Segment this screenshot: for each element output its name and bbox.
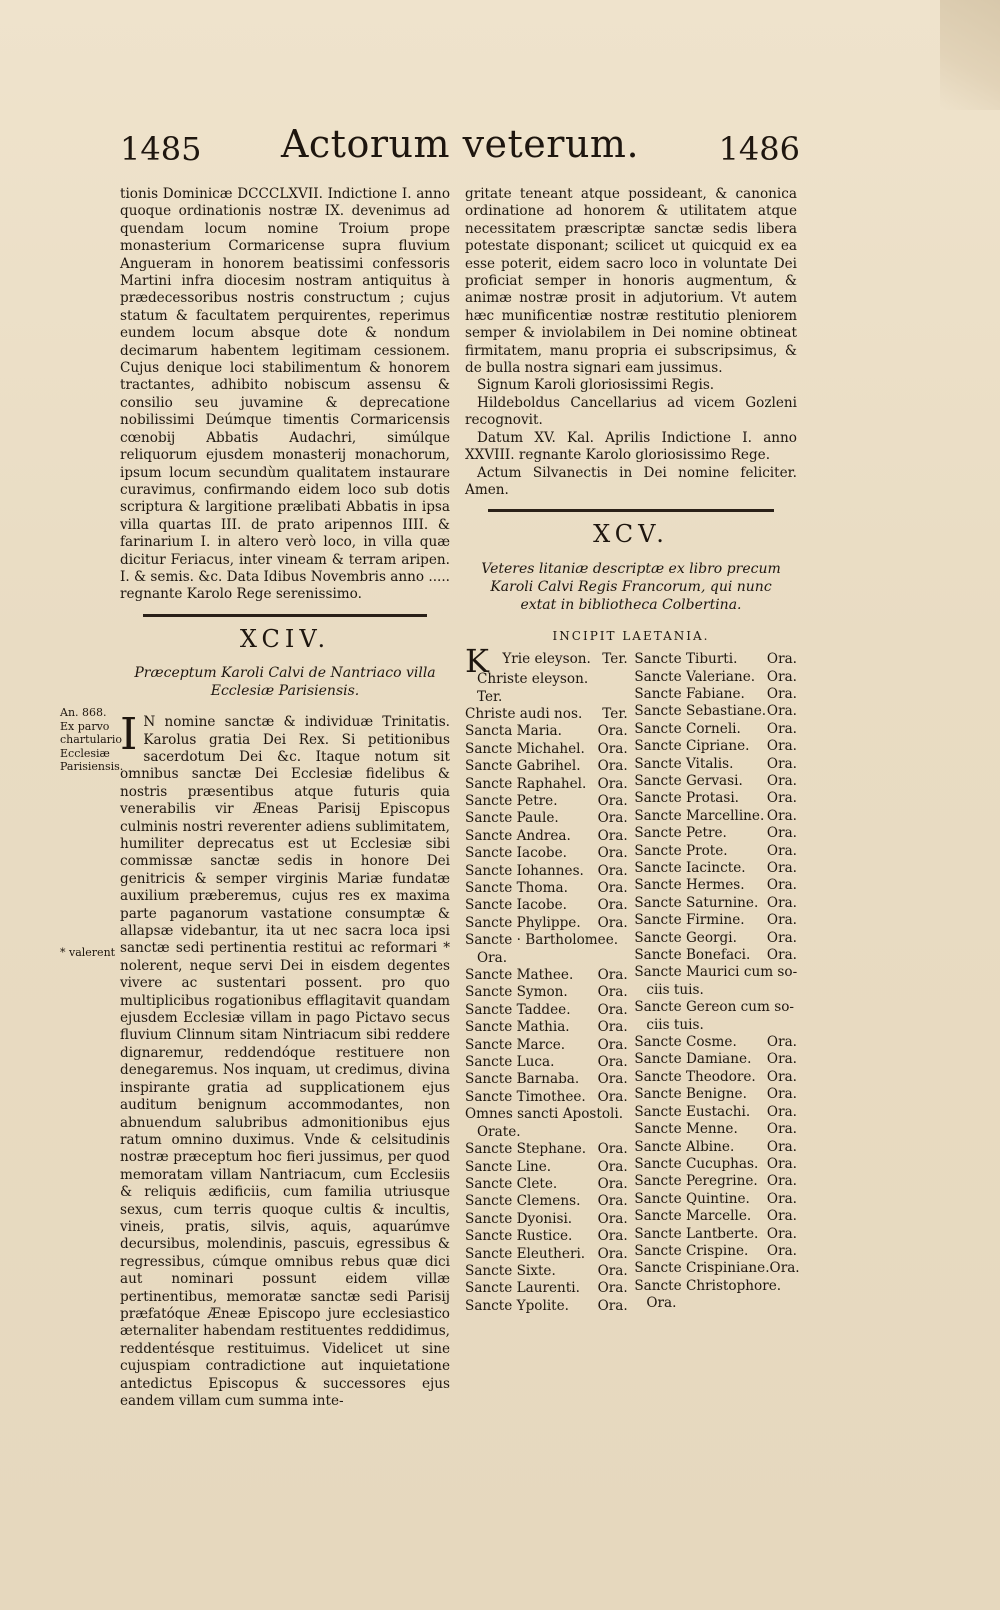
litany-row: [634, 1086, 797, 1103]
litany-response: Ora.: [597, 1036, 628, 1053]
right-column: [465, 186, 800, 1315]
litany-row: [634, 738, 797, 755]
litany-response: Ora.: [597, 1001, 628, 1018]
litany-response: Ora.: [597, 967, 628, 984]
litany-invocation: Sancte Bonefaci.: [634, 947, 751, 964]
litany-row: [634, 703, 797, 720]
litany-invocation: Sancte Protasi.: [634, 790, 739, 807]
litany-response: Ora.: [597, 1088, 628, 1105]
litany-response: Ora.: [766, 1103, 797, 1120]
litany-row: [634, 999, 797, 1016]
litany-response: Ora.: [766, 703, 797, 720]
litany-row: [634, 808, 797, 825]
litany-invocation: Sancte Maurici cum so-: [634, 964, 798, 981]
litany-row: [465, 1106, 628, 1123]
litany-invocation: Ora.: [477, 949, 508, 966]
litany-invocation: Sancte Prote.: [634, 842, 728, 859]
page-header: [120, 122, 800, 174]
litany-invocation: Sancte Christophore.: [634, 1277, 782, 1294]
litany-row: [465, 1002, 628, 1019]
litany-row: [465, 1141, 628, 1158]
litany-invocation: Sancte Marcelle.: [634, 1208, 752, 1225]
litany-response: Ora.: [597, 1280, 628, 1297]
litany-row: [634, 790, 797, 807]
litany-invocation: Sancte Petre.: [634, 825, 727, 842]
litany-invocation: Sancte Peregrine.: [634, 1173, 758, 1190]
litany-invocation: Sancte Fabiane.: [634, 685, 745, 702]
litany-invocation: Sancte Quintine.: [634, 1190, 750, 1207]
litany-invocation: Sancte Eustachi.: [634, 1103, 751, 1120]
section-divider: [143, 614, 427, 617]
litany-row: [465, 1159, 628, 1176]
litany-table: [465, 642, 800, 1315]
litany-row: [465, 1280, 628, 1297]
litany-row: [634, 1260, 800, 1277]
continued-charter-text: tionis Dominicæ DCCCLXVII. Indictione I. anno quoque ordinationis nostræ IX. devenimus ad quendam locum nomine Troium prope monasterium Cormaricense supra fluvium Angueram in honorem beatissimi confessoris Martini infra diocesim nostram antiquitus à prædecessoribus nostris constructum ; cujus statum & facultatem perquirentes, reperimus eundem locum absque dote & nondum decimarum habentem legitimam cessionem. Cujus denique loci stabilimentum & honorem tractantes, adhibito nobiscum assensu & consilio seu juvamine & deprecatione nobilissimi Deúmque timentis Cormaricensis cœnobij Abbatis Audachri, simúlque reliquorum ejusdem monasterij monachorum, ipsum locum secundùm qualitatem instaurare curavimus, confirmando eidem loco sub dotis scriptura & largitione prælibati Abbatis in ipsa villa quartas III. de prato aripennos IIII. & farinarium I. in altero verò loco, in villa quæ dicitur Feriacus, inter vineam & terram aripen. I. & semis. &c. Data Idibus Novembris anno ..... regnante Karolo Rege serenissimo.: [120, 186, 450, 603]
litany-response: Ter.: [602, 705, 628, 722]
litany-response: Ora.: [766, 1034, 797, 1051]
datum-line: Datum XV. Kal. Aprilis Indictione I. anno XXVIII. regnante Karolo gloriosissimo Rege.: [465, 429, 797, 464]
litany-response: Ora.: [766, 1051, 797, 1068]
litany-response: Ora.: [766, 929, 797, 946]
litany-invocation: Sancte Sebastiane.: [634, 703, 767, 720]
litany-invocation: Sancte Tiburti.: [634, 651, 738, 668]
litany-row: [634, 1156, 797, 1173]
litany-response: Ora.: [766, 807, 797, 824]
litany-row: [634, 982, 797, 999]
litany-invocation: Sancte Iohannes.: [465, 862, 584, 879]
litany-invocation: Sancte Timothee.: [465, 1088, 586, 1105]
litany-row: [634, 964, 797, 981]
litany-response: Ora.: [597, 1262, 628, 1279]
litany-row: [634, 1243, 797, 1260]
litany-row: [634, 1295, 797, 1312]
litany-response: Ora.: [766, 912, 797, 929]
litany-invocation: Sancte Phylippe.: [465, 914, 581, 931]
margin-note-source: An. 868. Ex parvo chartulario Ecclesiæ Parisiensis.: [60, 706, 124, 773]
litany-invocation: Sancte Crispine.: [634, 1242, 749, 1259]
litany-invocation: Sancte Vitalis.: [634, 755, 734, 772]
litany-invocation: Sancte Symon.: [465, 984, 568, 1001]
litany-invocation: Sancte · Bartholomee.: [465, 932, 619, 949]
litany-row: [634, 860, 797, 877]
litany-response: Ora.: [597, 1019, 628, 1036]
litany-invocation: Sancte Raphahel.: [465, 775, 587, 792]
litany-row: [465, 1089, 628, 1106]
litany-invocation: ciis tuis.: [646, 1016, 704, 1033]
litany-row: [465, 1193, 628, 1210]
litany-row: [634, 930, 797, 947]
section-title-xcv: Veteres litaniæ descriptæ ex libro precum Karoli Calvi Regis Francorum, qui nunc extat in bibliotheca Colbertina.: [481, 560, 781, 613]
charter-body: N nomine sanctæ & individuæ Trinitatis. Karolus gratia Dei Rex. Si petitionibus sacerdotum Dei &c. Itaque notum sit omnibus sanctæ Dei Ecclesiæ fidelibus & nostris præsentibus atque futuris quia venerabilis vir Æneas Parisij Episcopus culminis nostri reverenter adiens sublimitatem, humiliter deprecatus est ut Ecclesiæ sibi commissæ sanctæ sedis in honore Dei genitricis & semper virginis Mariæ fundatæ auxilium præberemus, cujus res ex maxima parte paganorum vastatione consumptæ & allapsæ videbantur, ita ut nec sacra loca ipsi sanctæ sedi pertinentia restitui ac reformari * nolerent, neque servi Dei in eisdem degentes vivere ac sustentari possent. pro quo multiplicibus rogationibus efflagitavit quandam ejusdem Ecclesiæ villam in pago Pictavo secus fluvium Clinnum sitam Nintriacum sibi reddere dignaremur, reddendóque restituere non denegaremus. Nos inquam, ut credimus, divina inspirante gratia ad supplicationem ejus auditum benignum accommodantes, non abnuendum salubribus admonitionibus ejus ratum omnino duximus. Vnde & celsitudinis nostræ præceptum hoc fieri jussimus, per quod memoratam villam Nantriacum, cum Ecclesiis & reliquis ædificiis, cum familia utriusque sexus, cum terris quoque cultis & incultis, vineis, pratis, silvis, aquis, aquarúmve decursibus, molendinis, pascuis, egressibus & regressibus, cúmque omnibus rebus quæ dici aut nominari possunt eidem villæ pertinentibus, memoratæ sanctæ sedi Parisij præfatóque Æneæ Episcopo jure ecclesiastico æternaliter habendam restituentes reddidimus, reddentésque restituimus. Videlicet ut sine cujuspiam contradictione aut inquietatione antedictus Episcopus & successores ejus eandem villam cum summa inte-: [120, 714, 450, 1409]
litany-response: Ora.: [766, 685, 797, 702]
litany-invocation: Sancte Albine.: [634, 1138, 735, 1155]
litany-response: Ora.: [597, 1054, 628, 1071]
litany-response: Ora.: [766, 1173, 797, 1190]
litany-invocation: Sancte Gervasi.: [634, 772, 743, 789]
litany-invocation: Sancte Lantberte.: [634, 1225, 759, 1242]
litany-invocation: Sancte Laurenti.: [465, 1280, 580, 1297]
litany-row: [465, 706, 628, 723]
litany-invocation: Sancte Andrea.: [465, 827, 571, 844]
litany-invocation: Sancte Rustice.: [465, 1228, 573, 1245]
litany-invocation: Sancte Clemens.: [465, 1193, 581, 1210]
litany-response: Ora.: [597, 1297, 628, 1314]
litany-response: Ora.: [766, 1086, 797, 1103]
litany-response: Ora.: [766, 720, 797, 737]
litany-invocation: Ora.: [646, 1295, 677, 1312]
litany-response: Ora.: [597, 862, 628, 879]
litany-invocation: Sancte Valeriane.: [634, 668, 756, 685]
litany-invocation: Sancte Luca.: [465, 1054, 555, 1071]
litany-invocation: Sancte Marce.: [465, 1036, 566, 1053]
litany-response: Ora.: [597, 723, 628, 740]
section-number-xciv: XCIV.: [239, 624, 331, 653]
running-title: Actorum veterum.: [280, 122, 640, 166]
litany-response: Ora.: [766, 947, 797, 964]
litany-response: Ora.: [766, 1242, 797, 1259]
litany-invocation: Orate.: [477, 1123, 521, 1140]
litany-invocation: Sancte Taddee.: [465, 1001, 571, 1018]
litany-row: [465, 741, 628, 758]
litany-row: [465, 1228, 628, 1245]
signum-line: Signum Karoli gloriosissimi Regis.: [477, 377, 715, 394]
litany-row: [634, 895, 797, 912]
litany-row: [465, 758, 628, 775]
litany-invocation: Sancte Paule.: [465, 810, 559, 827]
litany-invocation: Sancte Mathee.: [465, 967, 574, 984]
litany-row: [465, 932, 628, 949]
litany-response: Ora.: [769, 1260, 800, 1277]
litany-response: Ora.: [597, 1158, 628, 1175]
litany-invocation: Ter.: [477, 688, 503, 705]
litany-row: [465, 845, 628, 862]
litany-invocation: Christe eleyson.: [477, 671, 589, 688]
litany-row: [634, 843, 797, 860]
litany-invocation: Sancte Iacobe.: [465, 897, 567, 914]
litany-response: Ora.: [597, 1228, 628, 1245]
chancellor-line: Hildeboldus Cancellarius ad vicem Gozleni recognovit.: [465, 394, 797, 429]
litany-row: [465, 967, 628, 984]
litany-response: Ora.: [597, 897, 628, 914]
litany-invocation: Sancte Line.: [465, 1158, 552, 1175]
litany-invocation: Sancte Hermes.: [634, 877, 745, 894]
litany-response: Ora.: [597, 792, 628, 809]
actum-line: Actum Silvanectis in Dei nomine feliciter. Amen.: [465, 464, 797, 498]
litany-response: Ora.: [597, 984, 628, 1001]
litany-response: Ora.: [597, 827, 628, 844]
litany-row: [634, 1017, 797, 1034]
litany-response: Ora.: [766, 668, 797, 685]
litany-response: Ora.: [766, 772, 797, 789]
litany-row: [634, 1069, 797, 1086]
litany-row: [634, 912, 797, 929]
litany-row: [634, 825, 797, 842]
litany-invocation: Sancte Gabrihel.: [465, 758, 581, 775]
litany-invocation: Sancte Ypolite.: [465, 1297, 569, 1314]
litany-row: [465, 1124, 628, 1141]
left-column: [120, 186, 450, 1410]
page-corner-fold: [940, 0, 1000, 110]
litany-row: [634, 1104, 797, 1121]
litany-response: Ter.: [602, 651, 628, 668]
litany-invocation: Yrie eleyson.: [502, 651, 591, 668]
litany-response: Ora.: [597, 775, 628, 792]
litany-invocation: Sancte Iacobe.: [465, 845, 567, 862]
litany-invocation: Sancte Mathia.: [465, 1019, 570, 1036]
litany-drop-capital: K: [465, 642, 489, 681]
litany-row: [634, 1139, 797, 1156]
litany-invocation: Sancte Clete.: [465, 1175, 558, 1192]
litany-response: Ora.: [597, 914, 628, 931]
litany-row: [465, 915, 628, 932]
litany-invocation: Sancte Cipriane.: [634, 738, 750, 755]
litany-response: Ora.: [766, 651, 797, 668]
litany-row: [465, 984, 628, 1001]
litany-invocation: Sancte Barnaba.: [465, 1071, 580, 1088]
litany-row: [634, 1208, 797, 1225]
litany-invocation: Sancte Firmine.: [634, 912, 745, 929]
litany-response: Ora.: [766, 894, 797, 911]
litany-invocation: Sancte Cucuphas.: [634, 1155, 759, 1172]
page-number-left: 1485: [120, 130, 202, 168]
litany-invocation: Sancte Eleutheri.: [465, 1245, 586, 1262]
continued-charter-text-right: gritate teneant atque possideant, & canonica ordinatione ad honorem & utilitatem atque necessitatem præscriptæ sanctæ sedis libera potestate disponant; scilicet ut quicquid ex ea esse poterit, eidem sacro loco in voluntate Dei proficiat semper in honoris augmentum, & animæ nostræ prosit in adjutorium. Vt autem hæc munificentiæ nostræ restitutio pleniorem semper & inviolabilem in Dei nomine obtineat firmitatem, manu propria ei subscripsimus, & de bulla nostra signari eam jussimus.: [465, 186, 797, 377]
litany-invocation: Sancte Crispiniane.: [634, 1260, 770, 1277]
litany-row: [634, 669, 797, 686]
litany-row: [465, 880, 628, 897]
litany-row: [465, 1019, 628, 1036]
litany-row: [465, 1211, 628, 1228]
litany-response: Ora.: [766, 860, 797, 876]
litany-row: [465, 723, 628, 740]
litany-row: [465, 1246, 628, 1263]
litany-response: Ora.: [597, 1141, 628, 1158]
litany-response: Ora.: [766, 825, 797, 842]
litany-invocation: Sancta Maria.: [465, 723, 562, 740]
charter-body-text: [120, 709, 450, 1410]
litany-row: [634, 1191, 797, 1208]
litany-invocation: Sancte Gereon cum so-: [634, 999, 794, 1016]
litany-row: [634, 947, 797, 964]
subscriptions: [465, 377, 797, 499]
litany-row: [634, 1051, 797, 1068]
litany-response: Ora.: [597, 880, 628, 896]
litany-invocation: Sancte Menne.: [634, 1121, 738, 1138]
section-title-xciv: Præceptum Karoli Calvi de Nantriaco villa Ecclesiæ Parisiensis.: [134, 665, 436, 700]
litany-row: [465, 897, 628, 914]
litany-row: [634, 756, 797, 773]
litany-row: [465, 776, 628, 793]
litany-response: Ora.: [597, 1245, 628, 1262]
litany-row: [634, 1278, 797, 1295]
litany-row: [465, 689, 628, 706]
litany-row: [465, 1263, 628, 1280]
litany-invocation: Sancte Sixte.: [465, 1262, 556, 1279]
litany-invocation: Sancte Thoma.: [465, 880, 568, 896]
litany-invocation: Sancte Cosme.: [634, 1034, 737, 1051]
litany-response: Ora.: [766, 790, 797, 807]
litany-row: [634, 773, 797, 790]
litany-response: Ora.: [597, 1175, 628, 1192]
page-number-right: 1486: [718, 130, 800, 168]
litany-row: [634, 1226, 797, 1243]
litany-invocation: Sancte Benigne.: [634, 1086, 747, 1103]
litany-invocation: Omnes sancti Apostoli.: [465, 1106, 624, 1123]
litany-invocation: ciis tuis.: [646, 981, 704, 998]
litany-row: [634, 1034, 797, 1051]
litany-response: Ora.: [766, 1068, 797, 1085]
litany-row: [465, 828, 628, 845]
litany-row: [465, 950, 628, 967]
drop-capital: I: [120, 709, 138, 761]
litany-response: Ora.: [766, 877, 797, 894]
litany-row: [634, 1173, 797, 1190]
litany-invocation: Sancte Georgi.: [634, 929, 737, 946]
litany-response: Ora.: [597, 758, 628, 775]
litany-response: Ora.: [766, 842, 797, 859]
litany-invocation: Sancte Saturnine.: [634, 894, 759, 911]
litany-invocation: Sancte Damiane.: [634, 1051, 752, 1068]
litany-response: Ora.: [597, 845, 628, 862]
incipit-heading: INCIPIT LAETANIA.: [552, 628, 710, 643]
section-divider-right: [488, 509, 774, 512]
litany-row: [634, 721, 797, 738]
litany-response: Ora.: [766, 738, 797, 755]
litany-invocation: Sancte Corneli.: [634, 720, 741, 737]
litany-row: [634, 1121, 797, 1138]
margin-note-variant: * valerent: [60, 946, 116, 959]
litany-response: Ora.: [766, 1138, 797, 1155]
litany-invocation: Sancte Theodore.: [634, 1068, 756, 1085]
section-number-xcv: XCV.: [593, 520, 669, 549]
litany-row: [634, 877, 797, 894]
litany-response: Ora.: [597, 740, 628, 757]
litany-response: Ora.: [597, 1071, 628, 1088]
litany-response: Ora.: [766, 1190, 797, 1207]
litany-row: [465, 1298, 628, 1315]
litany-row: [465, 793, 628, 810]
litany-response: Ora.: [597, 1210, 628, 1227]
litany-invocation: Christe audi nos.: [465, 705, 583, 722]
litany-column-right: [634, 651, 800, 1315]
litany-invocation: Sancte Michahel.: [465, 740, 585, 757]
litany-invocation: Sancte Iacincte.: [634, 860, 746, 876]
litany-row: [465, 1071, 628, 1088]
litany-row: [465, 1176, 628, 1193]
litany-invocation: Sancte Dyonisi.: [465, 1210, 573, 1227]
litany-row: [634, 686, 797, 703]
litany-invocation: Sancte Stephane.: [465, 1141, 587, 1158]
litany-invocation: Sancte Petre.: [465, 792, 558, 809]
litany-column-left: [465, 642, 628, 1315]
litany-response: Ora.: [766, 1225, 797, 1242]
litany-row: [465, 1037, 628, 1054]
litany-response: Ora.: [766, 1155, 797, 1172]
litany-row: [465, 1054, 628, 1071]
litany-row: [465, 863, 628, 880]
litany-row: [465, 671, 628, 688]
litany-response: Ora.: [766, 1208, 797, 1225]
litany-row: [634, 651, 797, 668]
litany-row: [465, 810, 628, 827]
litany-response: Ora.: [766, 1121, 797, 1138]
litany-invocation: Sancte Marcelline.: [634, 807, 765, 824]
litany-response: Ora.: [597, 1193, 628, 1210]
litany-response: Ora.: [597, 810, 628, 827]
litany-response: Ora.: [766, 755, 797, 772]
